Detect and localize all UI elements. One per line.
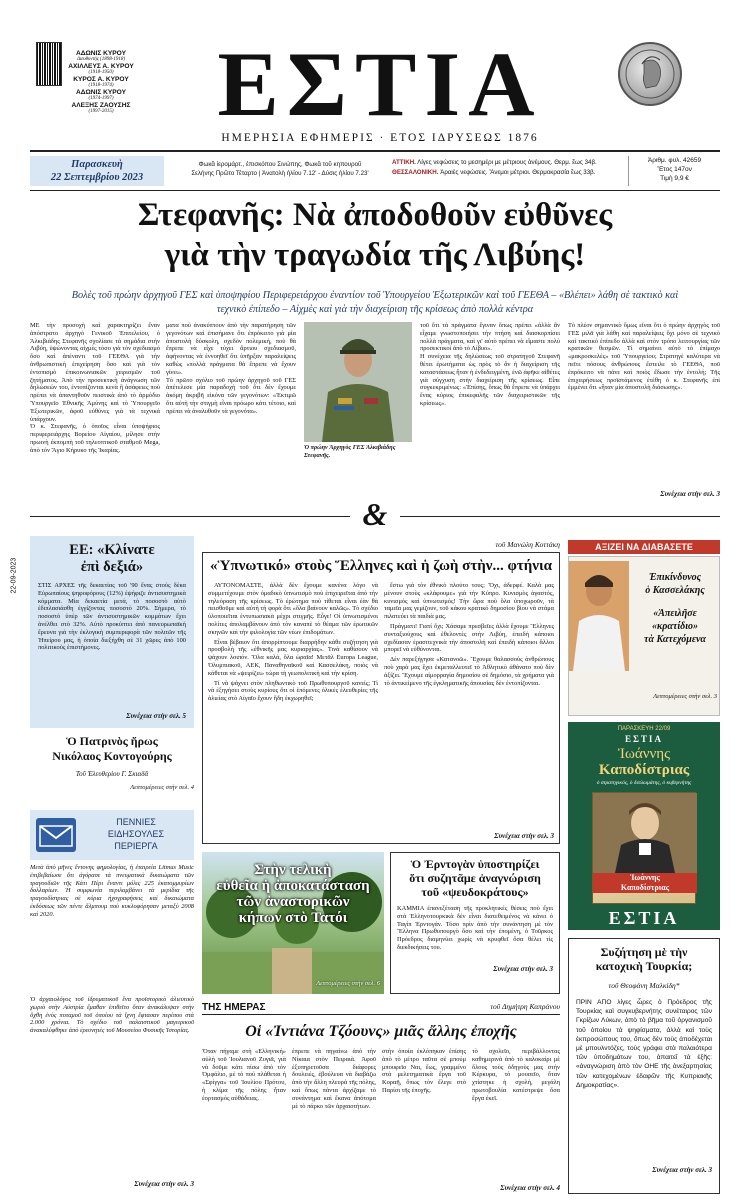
patrinos-author: Τοῦ Ἐλευθερίου Γ. Σκιαδᾶ	[75, 770, 149, 778]
weather-info	[392, 158, 624, 178]
ee-title-2: ἐπὶ δεξιά»	[80, 559, 144, 575]
book-cover-title-1: Ἰωάννης	[630, 873, 660, 882]
tatoi-headline-2: εὐθεῖα ἡ ἀποκατάσταση	[216, 878, 370, 894]
lead-headline-1: Στεφανῆς: Νὰ ἀποδοθοῦν εὐθῦνες	[137, 197, 613, 233]
patrinos-title-1: Ὁ Πατρινὸς ἥρως	[66, 734, 158, 748]
axizei-t3: «Ἀπειλῆσε	[653, 608, 697, 619]
penn-more-link[interactable]: Συνέχεια στὴν σελ. 3	[134, 1180, 194, 1188]
ampersand-icon: &	[362, 496, 388, 532]
envelope-icon	[36, 818, 76, 852]
masthead-tagline: ΗΜΕΡΗΣΙΑ ΕΦΗΜΕΡΙΣ · ΕΤΟΣ ΙΔΡΥΣΕΩΣ 1876	[221, 132, 539, 144]
lead-photo	[304, 322, 412, 442]
erdogan-title-3: τοῦ «ψευδοκράτους»	[421, 885, 529, 899]
hypnotic-col-b	[384, 582, 554, 830]
book-cover-title-2: Καποδίστριας	[620, 883, 670, 892]
erdogan-title-2: ὅτι συζητᾶμε ἀναγνώριση	[409, 871, 541, 885]
axizei-t5: τὰ Κατεχόμενα	[644, 634, 706, 645]
book-ad-name-1: Ἰωάννης	[617, 746, 671, 762]
axizei-t1: Ἐπικίνδυνος	[648, 572, 702, 583]
ampersand-divider	[30, 496, 720, 532]
lead-subhead: Βολὲς τοῦ πρώην ἀρχηγοῦ ΓΕΣ καὶ ὑποψηφίου Περιφερειάρχου ἐναντίον τοῦ Ὑπουργείου Ἐξωτερικῶν καὶ τοῦ ΓΕΕΘΑ – «Βλέπει» λάθη σὲ τακτικὸ καὶ τεχνικὸ ἐπίπεδο – Αἰχμὲς καὶ γιὰ τὴν διαχείριση τῆς κρίσεως ἀπὸ πολλὰ κέντρα	[71, 290, 679, 315]
founder-name: ΑΧΙΛΛΕΥΣ Α. ΚΥΡΟΥ	[68, 63, 134, 70]
athena-icon	[620, 44, 680, 104]
ee-title-1: ΕΕ: «Κλίνατε	[69, 542, 155, 558]
founders-list	[66, 50, 136, 115]
ee-box	[30, 536, 194, 728]
founder-note: (1997-2015)	[88, 109, 114, 114]
photo-caption: Ὁ πρώην Ἀρχηγὸς ΓΕΣ Ἀλκιβιάδης Στεφανῆς.	[304, 444, 396, 459]
founder-note: (1918-1950)	[88, 70, 114, 75]
founder-note: Διευθυντής (1898-1918)	[76, 57, 126, 62]
issue-number: Ἀριθμ. φυλ. 42659	[647, 157, 702, 164]
tis-imeras-label: ΤΗΣ ΗΜΕΡΑΣ	[202, 1002, 266, 1013]
kapodistrias-portrait	[593, 793, 697, 873]
tis-imeras-title: Οἱ «Ἰντιάνα Τζόουνς» μιᾶς ἄλλης ἐποχῆς	[245, 1023, 517, 1040]
issue-price: Τιμὴ 9,9 €	[660, 175, 689, 182]
tatoi-more-link[interactable]: Λεπτομέρειες στὴν σελ. 6	[316, 980, 380, 987]
hypnotic-text-b: Εἶναι βέβαιον ὅτι ἀπορρίπτουμε διαρρήδην κάθε συζήτηση γιὰ προσβολὴ τῆς «ἐθνικῆς μας κυριαρχίας». Τινὰ καθίσουν νὰ ψάχουν λοιπόν. Ὅλα καλά, ὅλα ὡραῖα! Μετᾶλ Europa League, Ὀλυμπιακοῦ, AEK, Παναθηναϊκοῦ καὶ Κασσελάκη, ποιὸς νὰ κάθεται νὰ «ψειρίζει» τώρα τὴ γεωπολιτικὴ καὶ τὴν κρίση.	[208, 638, 378, 677]
hypnotic-text-d: ἔστω γιὰ τὸν ἐθνικὸ πλούτο τους; Ὄχι, ἀδερφέ. Καλὰ μας μένουν στοὺς «κλάφουμε» γιὰ τὴν Κύπρο. Κυνισμὸς ἀγαστός, κυνισμὸς καὶ ὑπνωτισμός! Τὴν ὥρα ποὺ ὅλα ὑποχωροῦν, τὰ ταμεῖα μας γεμίζουν, τοῦ κάκου κρατικό δημοσίου βίου νὰ στάμα πιλατεύει τὰ παιδιὰ μας.	[384, 582, 554, 621]
weather-attiki-label: ΑΤΤΙΚΗ.	[392, 159, 416, 166]
tis-imeras-col-4: τὸ σχολεῖο, περιβάλλοντας καθημερινὰ ἀπὸ τὸ καλοκαίρι μὲ ὅλους τοὺς ὁδηγοὺς μας στὴν Κέρκυρα, τὸ μουσεῖο, ὅταν χτίστηκε ἡ σχολὴ, μεγάλη πρωτοβουλία κατέστρεψε ὅσα ἔργα ἐκεῖ.	[472, 1048, 560, 1102]
patrinos-box	[30, 734, 194, 806]
tis-imeras-col-3: στὴν ὁποία ἐκλόπηκαν ἐπίσης ἀπὸ τὸ μέτρο ταῦτα σὲ μπούμ μπουφεῖο Ναι, ἕως, γραμμένο στὰ μελετηματικὰ ἔργα τοῦ Κοραῆ, ὅπως τὸν ἔλεγε στὸ Παρίσι τῆς ἐποχῆς.	[382, 1048, 466, 1094]
weather-thess-label: ΘΕΣΣΑΛΟΝΙΚΗ.	[392, 169, 439, 176]
ee-text: ΣΤΙΣ ΑΡΧΕΣ τῆς δεκαετίας τοῦ '90 ἕνας στοὺς δέκα Εὐρωπαίους ψηφοφόρους (12%) ἐψήφιζε ἀντισυστημικὰ κόμματα. Μία δεκαετία μετά, τὸ ποσοστὸ αὐτὸ ἐδιπλασιάσθη ἐγγίζοντας ποσοστὸ 20%. Σήμερα, τὸ ποσοστὸ ὑπὲρ τῶν ἀντισυστημικῶν κομμάτων ἔχει ἀνέλθει στὸ 32%. Αὐτὸ προκύπτει ἀπὸ πανευρωπαϊκὴ ἔρευνα γιὰ τὴν ἐκλογικὴ συμπεριφορὰ τῶν πολιτῶν τῆς Ἠπείρου μας, ἡ ὁποία διεξήχθη σὲ 31 χῶρες ἀπὸ 100 πολιτικοὺς ἐπιστήμονες.	[38, 582, 186, 652]
officer-portrait	[304, 322, 412, 442]
calendar-sun: Σελήνης Πρῶτο Τέταρτο | Ἀνατολὴ ἡλίου 7.12' - Δύσις ἡλίου 7.23'	[191, 170, 369, 177]
day-label: Παρασκευὴ	[71, 159, 123, 170]
hypnotic-title: «Ὑπνωτικό» στοὺς Ἕλληνες καὶ ἡ ζωὴ στὴν... φτήνια	[210, 558, 552, 574]
tis-imeras-author: τοῦ Δημήτρη Καπράνου	[490, 1002, 560, 1011]
infobar-divider	[30, 190, 720, 191]
penn-text-1: Μετὰ ἀπὸ μῆνες ἔντονης φημολογίας, ἡ ἑταιρεία Litmus Music ἐπιβεβαίωσε ὅτι ἀγόρασε τὰ πνευματικὰ δικαιώματα τῶν τραγουδιῶν τῆς Κάτι Πέρι ἔναντι μόλις 225 ἑκατομμυρίων δολλαρίων. Ἡ συμφωνία περιλαμβάνει τὰ μερίδια τῆς τραγουδίστριας σὲ κύρια ἠχογραφήσεις καὶ δικαιώματα ἐκδόσεως τῶν πέντε ἄλμπουμ ποὺ κυκλοφόρησαν μεταξὺ 2008 καὶ 2020.	[30, 864, 194, 918]
barcode	[36, 42, 62, 86]
tis-imeras-more-link[interactable]: Συνέχεια στὴν σελ. 4	[500, 1184, 560, 1192]
turkey-author: τοῦ Θεοφάνη Μαλκίδη*	[608, 981, 680, 990]
tis-imeras-col-2: ἐπρεπε νὰ πηγαίνω ἀπὸ τὴν Νίκαια στὸν Πειραιὰ. Ἀφοῦ ἐξυπηρετοῦσα διάφορες δουλειές, ἐβούλευα νὰ διαβάζω ἀπὸ τὴν ἄλλη πλευρά τῆς πόλης, καὶ ὅπως πάντα ἀρχίζαμε τὸ συνάντημα καὶ ἔκανα ἀπότομα μὲ τὸ πάρκο τῶν ἀρχαιοτήτων.	[292, 1048, 376, 1110]
book-ad[interactable]	[568, 722, 720, 930]
founder-note: (1974-1997)	[88, 96, 114, 101]
tis-imeras-col-1: Ὅταν πήγαμε στὴ «Ελληνική» αὐλὴ τοῦ Ἰουλιανοῦ Ζυγιᾶ, γιὰ νὰ δοῦμε κάτι πίσω ἀπὸ τὸν Ὀμφάλιο, μὲ τὸ πού πλάθεται ἡ «Σφίγγα» τοῦ Ἰουλίου Πρότου, ἡ κλίμα τῆς πόλης ἦταν ἑορτασμὸς αὐθάδειας.	[202, 1048, 286, 1102]
penn-title-1: ΠΕΝΝΙΕΣ	[116, 817, 156, 827]
weather-thess: Ἀραιὲς νεφώσεις. Ἄνεμοι μέτριοι. Θερμοκρασία ἕως 33β.	[440, 169, 596, 176]
issue-box	[628, 156, 720, 186]
penn-title-3: ΠΕΡΙΕΡΓΑ	[114, 841, 158, 851]
coin-emblem	[618, 42, 682, 106]
calendar-saints: Φωκᾶ ἱερομάρτ., ἐπισκόπου Σινώπης, Φωκᾶ τοῦ κηπουροῦ	[198, 161, 362, 168]
lead-col-5: Τὸ πλέον σημαντικὸ ὅμως εἶναι ὅτι ὁ πρώην ἀρχηγὸς τοῦ ΓΕΣ μιλᾶ γιὰ λάθη καὶ παραλείψεις ὄχι μόνο σὲ τεχνικὸ καὶ τακτικὸ ἐπίπεδο ἀλλὰ καὶ στὸν τρόπο λειτουργίας τῶν κρατικῶν θεσμῶν. Τί σημαίνει αὐτὸ τὸ ἐπίμαχο «μακροσκελὲς» τοῦ Ὑπουργείου; Στρατηγὲ καλύτερα νὰ πεῖτε πόσους ἀνθρώπους ἔστειλε τὸ ΓΕΕΘΑ, ποῦ ἐπρόκειτο νὰ πάνε καὶ ποιὸς ἔδωσε τὴν ἐντολή; Τῆς ἐπιχειρήσεως προϊστάμενος ἐτέθη ὁ κ. Στεφανῆς ἐπὶ ἐμμένει ὅτι «ἦταν μία ἀποστολὴ διάσωσης».	[568, 322, 720, 392]
hypnotic-text-a: ΑΥΤΟΝΟΜΑΣΤΕ, ἀλλὰ δὲν ἔχουμε κανένα λόγο νὰ συμμετέχουμε στὸν ὁμαδικὸ ὑπνωτισμὸ ποὺ ἐπιχειρεῖται ἀπὸ τὴν τηλεόραση τῆς κρίσεως. Τὸ ἐρώτημα ποὺ τίθεται εἶναι ἐὰν θὰ πεισθοῦμε καὶ αὐτὴ τὴ φορὰ ὅτι «ὅλα βαίνουν καλῶς». Τὸ σχέδιο ὑλοποιεῖται ἐντυπωσιακὰ μέχρι στιγμῆς. Εὖγε! Οἱ ὑπνωτισμένοι πολίτες ἀπολαμβάνουν ἀπὸ τὸν καναπὲ τὸ θέαμα τῶν ἐρωτικῶν σκηνῶν καὶ τὴν φιλολογία τῶν νέων ἐπιδομάτων.	[208, 582, 378, 636]
book-cover	[592, 792, 696, 904]
erdogan-title-1: Ὁ Ἐρντογὰν ὑποστηρίζει	[410, 857, 540, 871]
book-ad-name-2: Καποδίστριας	[598, 762, 690, 778]
axizei-t4: «κρατίδιο»	[651, 621, 699, 632]
axizei-more-link[interactable]: Λεπτομέρειες στὴν σελ. 3	[653, 693, 717, 700]
hypnotic-col-a	[208, 582, 378, 842]
turkey-title-2: κατοχικὴ Τουρκία;	[595, 959, 693, 973]
erdogan-more-link[interactable]: Συνέχεια στὴν σελ. 3	[493, 965, 553, 973]
ee-more-link[interactable]: Συνέχεια στὴν σελ. 5	[126, 712, 186, 720]
hypnotic-author: τοῦ Μανώλη Κοττάκη	[495, 540, 560, 549]
founder-name: ΑΔΩΝΙΣ ΚΥΡΟΥ	[75, 89, 127, 96]
date-label: 22 Σεπτεμβρίου 2023	[50, 172, 144, 183]
tatoi-headline-4: κήπων στὸ Τατόι	[238, 910, 348, 926]
tatoi-headline-1: Στὴν τελικὴ	[254, 862, 332, 878]
lead-headline-2: γιὰ τὴν τραγωδία τῆς Λιβύης!	[164, 237, 586, 273]
patrinos-title-2: Νικόλαος Κοντογούρης	[52, 749, 172, 763]
masthead-title: ΕΣΤΙΑ	[217, 33, 543, 135]
book-ad-topline: ΠΑΡΑΣΚΕΥΗ 22/09	[617, 726, 671, 732]
book-ad-estia: ΕΣΤΙΑ	[625, 734, 663, 744]
lead-col-1: ΜΕ τὴν προσοχὴ καὶ χαρακτηρίζει ἕναν ἀπόστρατο ἀρχηγὸ Γενικοῦ Ἐπιτελείου, ὁ Ἀλκιβιάδης Στεφανῆς σχολίασε τὰ σημάδια στὴν Λιβύη, ὑψώνοντας αἰχμὲς τόσο γιὰ τὸν σχεδιασμὸ ὅσο καὶ ἀπέναντι τοῦ ΓΕΕΘΑ γιὰ τὴν ἀνθρωπιστικὴ ἐπιχείρηση ὅσο καὶ γιὰ τὸν ἐντοπισμὸ ἐπικοινωνιακῶν χειρισμῶν τοῦ ζητήματος. Ἀπὸ τὴν προσεκτικὴ ἀνάγνωση τῶν δηλώσεών του, ἐντοπίζονται κενὰ ἢ ἀσάφειες ποὺ πρέπει νὰ ἀπαντηθοῦν πειστικὰ ἀπὸ τὸ ἀρμόδιο Ὑπουργεῖο Ἐθνικῆς Ἀμύνης καὶ τὸ Ὑπουργεῖο Ἐξωτερικῶν, ἀφοῦ εὐθύνες γιὰ τὰ τεχνικά ὑπάρχουν. Ὁ κ. Στεφανῆς, ὁ ὁποῖος εἶναι ὑποψήφιος περιφερειάρχης Βορείου Αἰγαίου, μίλησε στὴν πρωινὴ ἐκπομπὴ τοῦ τηλεοπτικοῦ σταθμοῦ Mega, ἀπὸ τὸν Ἅγιο Κήρυκο τῆς Ἰκαρίας.	[30, 322, 160, 454]
turkey-more-link[interactable]: Συνέχεια στὴν σελ. 3	[652, 1166, 712, 1174]
weather-attiki: Λίγες νεφώσεις το μεσημέρι με μέτριους ἀνέμους. Θερμ. ἕως 34β.	[417, 159, 597, 166]
tatoi-photo	[202, 852, 384, 994]
hypnotic-more-link[interactable]: Συνέχεια στὴν σελ. 3	[494, 832, 554, 840]
erdogan-box	[390, 852, 560, 994]
lead-more-link[interactable]: Συνέχεια στὴν σελ. 3	[660, 490, 720, 498]
tis-imeras-rule	[202, 1014, 560, 1015]
turkey-title-1: Συζήτηση μὲ τὴν	[600, 945, 688, 959]
person-photo	[569, 561, 629, 671]
penn-text-2: Ὁ ἀρχαιολόγος τοῦ ἱδρυματικοῦ ἕνα προϊστορικὸ ἀλιευτικὸ χωριὸ στὴν Αὐστρία ἔμαθαν ἐπιθεῖτο ὅταν ἀνακάλυψαν στὴν ὄχθη ἑνὸς ποταμοῦ τοῦ ὁποίου τὰ ἴχνη ἔφτασαν περίπου στὰ 2.000 χρόνια. Τὸ σχέδιο τοῦ παλαιστικοῦ μαγειρικοῦ ἀνακαλύφθηκε ἀπὸ ἐρευνητὲς τοῦ Μουσείου Φυσικῆς Ἱστορίας.	[30, 996, 194, 1035]
founder-name: ΑΔΩΝΙΣ ΚΥΡΟΥ	[75, 50, 127, 57]
erdogan-text: ΚΑΜΜΙΑ ἐπανεξέταση τῆς προκλητικές θέσεις ποὺ ἔχει στὰ Ἑλληνοτουρκικὰ δὲν εἶναι διατεθειμένος νὰ κάνει ὁ Ταγίπ Ἐρντογάν. Τόσο πρὶν ἀπὸ τὴν συνάντηση μὲ τὸν Ἕλληνα Πρωθυπουργὸ ὅσο καὶ τὴν ἑπομένη, ὁ Τοῦρκος Πρόεδρος διαμηνύει χωρὶς νὰ κρυφθεῖ ὅσα θέλει τὶς διεκδικήσεις του.	[397, 905, 553, 951]
patrinos-more-link[interactable]: Λεπτομέρειες στὴν σελ. 4	[130, 784, 194, 791]
turkey-text: ΠΡΙΝ ΑΠΟ λίγες ὧρες ὁ Πρόεδρος τῆς Τουρκίας καὶ συγκυβερνήτης συνέταιρος τῶν Γκρίζων Λύκων, ἀπὸ τὸ βῆμα τοῦ ὀργανισμοῦ τοῦ ὁποίου τὰ ψηφίσματα, ἀλλὰ καὶ τοὺς ἐκπροσώπους του, ὅπως δὲν τοὺς ἀποδέχεται μὲ μπουλντόζες, τοὺς γράφει στὰ παλαιότερα τῶν ὑποδημάτων του, ἀπαιτεῖ τὰ ἐξῆς: «ἀναγνώριση ἀπὸ τὸν ΟΗΕ τῆς ἀνεξαρτησίας τῶν κατεχομένων ἐδαφῶν τῆς Κυπριακῆς Δημοκρατίας».	[576, 999, 712, 1089]
lead-col-4: τοῦ ὅτι τὰ πράγματα ἔγιναν ὅπως πρέπει «ἀλλὰ ἂν εἶχαμε γνωστοποιήσει τὴν πτήση καὶ διασκορπίσει πολλὰ πράγματα, καὶ γι' αὐτὸ πρέπει νὰ εἴμαστε πολὺ προσεκτικοὶ ἀπὸ τὸ Λίβυο». Η συνέχεια τῆς δηλώσεως τοῦ στρατηγοῦ Στεφανῆ θέτει ἐρωτήματα ὡς πρὸς τὸ ἂν ἡ διαχείριση τῆς καταστάσεως ἦταν ἡ ἐνδεδειγμένη, ἐνῶ ἀφῆκε αἰθέτες γιὰ σύγχυση στὴν διαχείριση τῆς κρίσεως. Εἶπε συγκεκριμένως: «Ἐπίσης, ὅπως θὰ ἔπρεπε νὰ ὑπάρχει ἕνας κύριος ἐπικεφαλῆς τῶν διαχειριστικῶν τῆς κρίσεως».	[420, 322, 560, 407]
lead-col-2: ματα ποὺ ἀνακύπτουν ἀπὸ τὴν παρατήρηση τῶν γεγονότων καὶ ἐπισήμανε ὅτι ἐπρόκειτο γιὰ μία ἀποστολὴ δύσκολη, σχεδὸν πολεμική, ποὺ θὰ ἔπρεπε νὰ εἶχε τύχει ἄρτιου σχεδιασμοῦ, ἀφήνοντας νὰ ἐννοηθεῖ ὅτι ὑπῆρξαν παραλείψεις καθὼς «πολλὰ πράγματα θὰ ἔπρεπε νὰ ἔχουν γίνει». Τὸ πρῶτο σχόλιο τοῦ πρώην ἀρχηγοῦ τοῦ ΓΕΣ ἀπέτελεσε μία παραδοχὴ τοῦ ὅτι δὲν ἔχουμε ἀκόμη ἀκριβῆ εἰκόνα τῶν γεγονότων: «Ἐκτιμῶ ὅτι αὐτὴ τὴν στιγμὴ εἶναι πρόωρο κάτι τέτοιο, καὶ πρέπει νὰ ἀναλυθοῦν τὰ γεγονότα».	[166, 322, 296, 415]
penn-header	[30, 810, 194, 860]
issue-year: Ἔτος 147ον	[657, 166, 692, 173]
hypnotic-text-c: Τί νὰ ψάχνει στὸν πληθωντικὸ τοῦ Πρωθυπουργοῦ κανείς; Τὶ νὰ ἐξηγήσει στοὺς κυρίους ὅτι οἱ ἑπόμενες ὁλικὲς ἐλευθερίες τῆς ἀλιείας στὸ Αἰγαῖο ἔχουν ἤδη ἐκχωρηθεῖ;	[208, 679, 378, 703]
founder-note: (1918-1974)	[88, 83, 114, 88]
axizei-label: ΑΞΙΖΕΙ ΝΑ ΔΙΑΒΑΣΕΤΕ	[568, 540, 720, 554]
founder-name: ΚΥΡΟΣ Α. ΚΥΡΟΥ	[73, 76, 129, 83]
masthead-divider	[30, 150, 720, 152]
book-ad-subtitle: ὁ στρατηγικός, ὁ διπλωμάτης, ὁ κυβερνήτης	[596, 780, 692, 786]
axizei-box	[568, 556, 720, 716]
date-box	[30, 156, 164, 186]
turkey-box	[568, 938, 720, 1194]
tatoi-headline-3: τῶν ἀναστορικῶν	[236, 894, 350, 910]
axizei-t2: ὁ Κασσελάκης	[645, 585, 705, 596]
hypnotic-text-e: Πράγματι! Γιατί ὄχι; Χάσαμε πρεσβεῖες ἀλλὰ ἔχουμε Ἕλληνες συνταξιούχους καὶ ἐθελοντὲς στὴν Λιβύη, ἐπειδὴ κάποιοι σχεδίασαν ἐρασιτεχνικὰ τὴν ἀποστολή καὶ ἐπειδὴ κάποιοι ἄλλοι μπορεῖ νὰ εὐθύνονται.	[384, 622, 554, 654]
calendar-info	[170, 160, 390, 178]
hypnotic-text-f: Δὲν παρεξήγησα «Κατανοῶ». Ἔχουμε θαλασσοὺς ἀνθρώπους ποὺ χαρὰ μας ἔχει ἐκμεταλλευτεῖ τὸ Ἀθλητικὸ ἀθάνατο ποὺ δὲν ἀξίζει. Ἔχουμε αἱμορραγία δημοσίου σὲ δημόσιο, τὰ χρήματα γιὰ τὸ ἀντικείμενο τῆς ἐγκληματικῆς ἀπουσίας δὲν ἐντοπίζονται.	[384, 656, 554, 687]
penn-title-2: ΕΙΔΗΣΟΥΛΕΣ	[107, 829, 165, 839]
founder-name: ΑΛΕΞΗΣ ΖΑΟΥΣΗΣ	[71, 102, 131, 109]
book-ad-bottom: ΕΣΤΙΑ	[608, 908, 680, 928]
side-date: 22-09-2023	[10, 557, 18, 594]
